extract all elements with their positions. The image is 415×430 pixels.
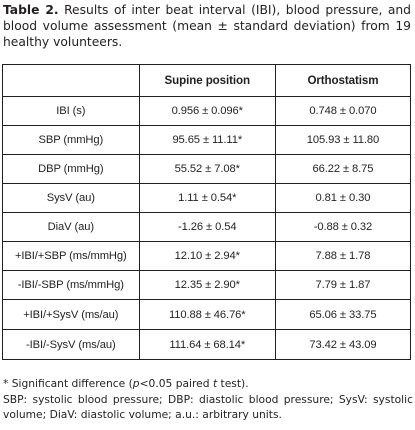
supine-value: 55.52 ± 7.08* bbox=[139, 155, 275, 184]
significance-suffix: test). bbox=[217, 377, 249, 390]
table-row bbox=[3, 97, 411, 126]
table-row bbox=[3, 330, 411, 360]
significance-prefix: * Significant difference ( bbox=[3, 377, 133, 390]
table-row bbox=[3, 271, 411, 300]
orthostatism-value: 105.93 ± 11.80 bbox=[275, 126, 410, 155]
significance-threshold: <0.05 paired bbox=[139, 377, 213, 390]
significance-footnote bbox=[3, 376, 413, 392]
table-row bbox=[3, 126, 411, 155]
orthostatism-value: 0.81 ± 0.30 bbox=[275, 184, 410, 213]
orthostatism-value: -0.88 ± 0.32 bbox=[275, 213, 410, 242]
row-label: -IBI/-SBP (ms/mmHg) bbox=[3, 271, 140, 300]
supine-value: 0.956 ± 0.096* bbox=[139, 97, 275, 126]
supine-value: 111.64 ± 68.14* bbox=[139, 330, 275, 360]
orthostatism-value: 7.79 ± 1.87 bbox=[275, 271, 410, 300]
orthostatism-value: 0.748 ± 0.070 bbox=[275, 97, 410, 126]
table-footnotes bbox=[3, 376, 413, 423]
row-label: +IBI/+SysV (ms/au) bbox=[3, 300, 140, 330]
p-symbol: p bbox=[132, 377, 140, 390]
orthostatism-value: 7.88 ± 1.78 bbox=[275, 242, 410, 271]
row-label: DBP (mmHg) bbox=[3, 155, 140, 184]
row-label: IBI (s) bbox=[3, 97, 140, 126]
supine-value: 110.88 ± 46.76* bbox=[139, 300, 275, 330]
header-cell-supine-position: Supine position bbox=[139, 65, 275, 97]
table-row bbox=[3, 155, 411, 184]
header-cell-empty bbox=[3, 65, 140, 97]
abbreviations-footnote: SBP: systolic blood pressure; DBP: diastolic blood pressure; SysV: systolic volume; DiaV: diastolic volume; a.u.: arbitrary units. bbox=[3, 392, 413, 421]
header-row bbox=[3, 65, 411, 97]
row-label: -IBI/-SysV (ms/au) bbox=[3, 330, 140, 360]
table-row bbox=[3, 300, 411, 330]
table-row bbox=[3, 242, 411, 271]
row-label: +IBI/+SBP (ms/mmHg) bbox=[3, 242, 140, 271]
orthostatism-value: 73.42 ± 43.09 bbox=[275, 330, 410, 360]
table-row bbox=[3, 213, 411, 242]
table-row bbox=[3, 184, 411, 213]
orthostatism-value: 66.22 ± 8.75 bbox=[275, 155, 410, 184]
table-caption-label: Table 2. bbox=[3, 3, 59, 17]
row-label: SysV (au) bbox=[3, 184, 140, 213]
supine-value: -1.26 ± 0.54 bbox=[139, 213, 275, 242]
orthostatism-value: 65.06 ± 33.75 bbox=[275, 300, 410, 330]
table-caption-text: Results of inter beat interval (IBI), blood pressure, and blood volume assessment (mean ± standard deviation) from 19 healthy volunteers. bbox=[3, 3, 411, 49]
row-label: DiaV (au) bbox=[3, 213, 140, 242]
supine-value: 1.11 ± 0.54* bbox=[139, 184, 275, 213]
results-table bbox=[2, 64, 411, 360]
row-label: SBP (mmHg) bbox=[3, 126, 140, 155]
t-symbol: t bbox=[212, 377, 218, 390]
header-cell-orthostatism: Orthostatism bbox=[275, 65, 410, 97]
supine-value: 12.35 ± 2.90* bbox=[139, 271, 275, 300]
supine-value: 12.10 ± 2.94* bbox=[139, 242, 275, 271]
supine-value: 95.65 ± 11.11* bbox=[139, 126, 275, 155]
table-caption bbox=[3, 2, 411, 50]
